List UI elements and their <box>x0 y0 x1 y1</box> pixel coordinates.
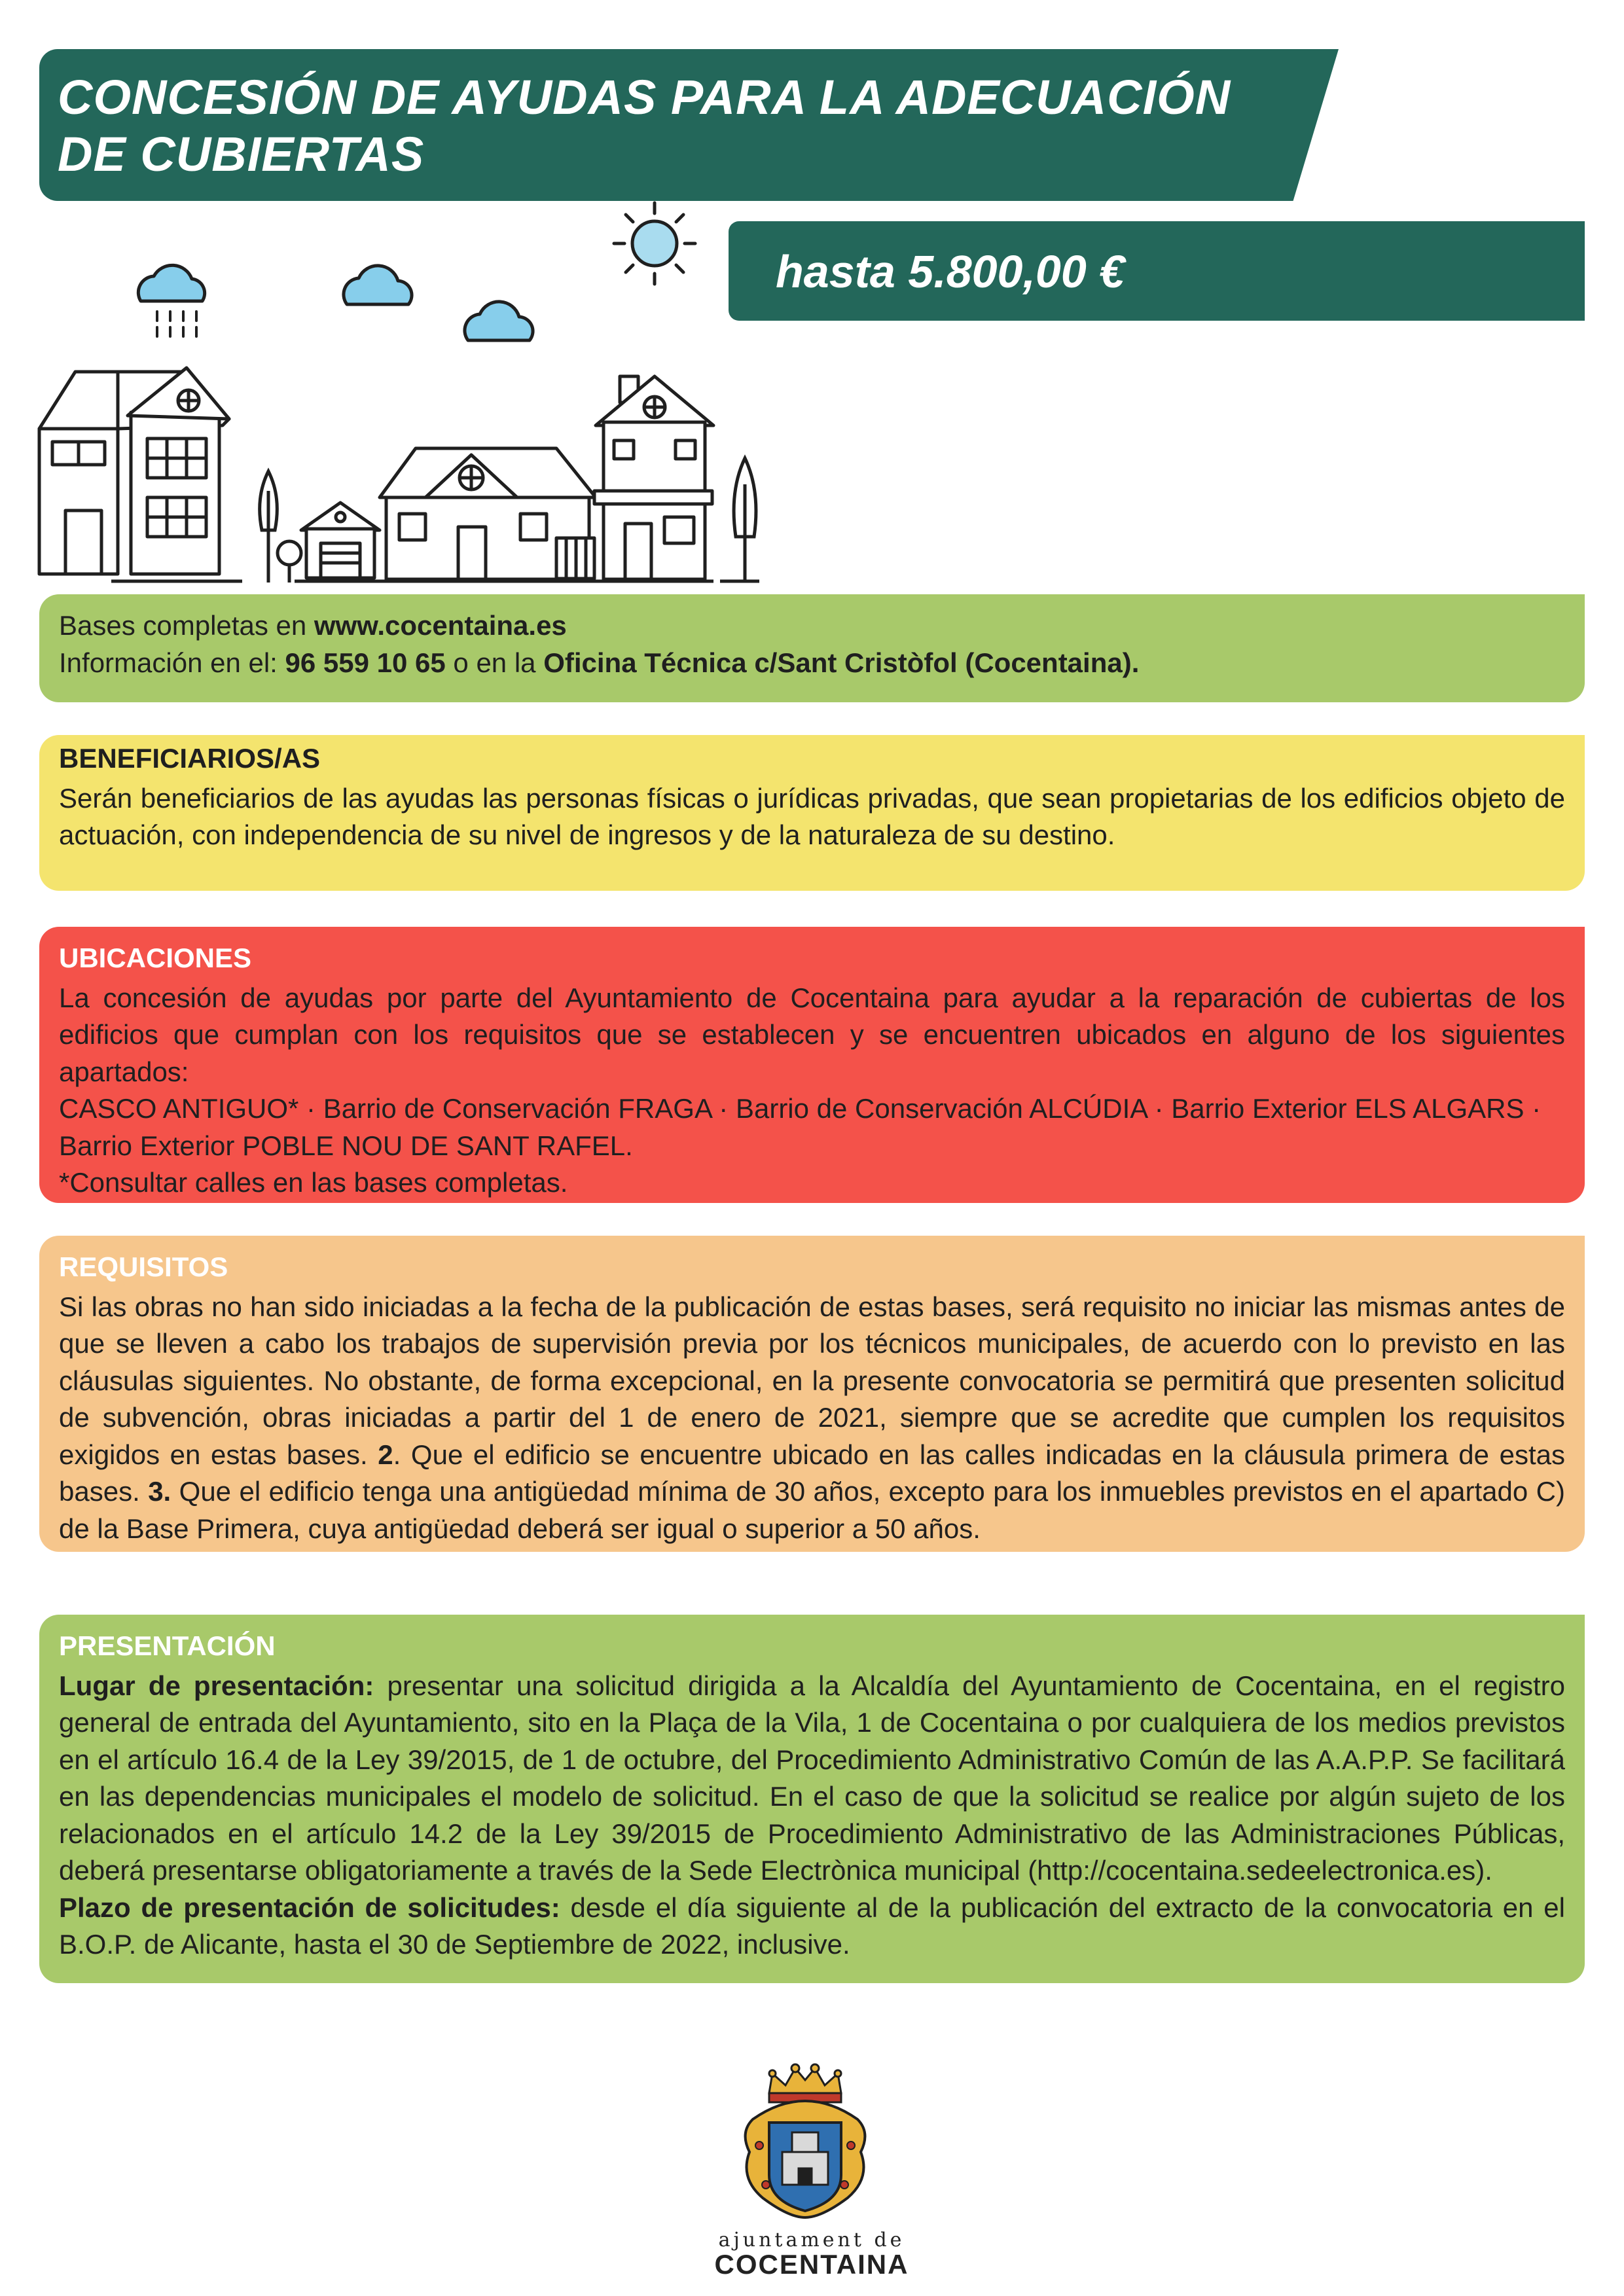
office-address: Oficina Técnica c/Sant Cristòfol (Cocentaina). <box>543 647 1140 678</box>
logo-text-main: COCENTAINA <box>714 2249 909 2280</box>
requisitos-panel <box>39 1236 1585 1552</box>
lugar-text <box>59 1668 1565 1890</box>
houses-illustration <box>33 196 785 592</box>
page-title <box>58 69 1301 183</box>
website-link[interactable]: www.cocentaina.es <box>314 610 567 641</box>
requisitos-text <box>59 1289 1565 1548</box>
requisito-2: . Que el edificio se encuentre ubicado en las calles indicadas en la cláusula primera de estas bases. <box>59 1439 1565 1507</box>
info-line <box>59 645 1565 682</box>
bases-line <box>59 607 1565 645</box>
lugar-label: Lugar de presentación: <box>59 1670 374 1701</box>
logo-text-small: ajuntament de <box>718 2229 905 2251</box>
ubicaciones-panel <box>39 927 1585 1203</box>
presentacion-panel <box>39 1615 1585 1983</box>
requisito-2-number: 2 <box>378 1439 393 1470</box>
contact-panel <box>39 594 1585 702</box>
plazo-label: Plazo de presentación de solicitudes: <box>59 1892 560 1923</box>
garage-icon <box>301 503 380 578</box>
cloud-icon <box>344 266 412 304</box>
presentacion-heading: PRESENTACIÓN <box>59 1630 276 1661</box>
cloud-icon <box>465 302 533 340</box>
beneficiarios-panel <box>39 735 1585 891</box>
requisito-3-number: 3. <box>148 1476 171 1507</box>
house-icon <box>380 448 596 579</box>
ubicaciones-note: *Consultar calles en las bases completas. <box>59 1167 568 1198</box>
ubicaciones-text: La concesión de ayudas por parte del Ayuntamiento de Cocentaina para ayudar a la reparación de cubiertas de los edificios que cumplan con los requisitos que se establecen y se encuentren ubicados en alguno de los siguientes apartados: <box>59 982 1565 1087</box>
tree-icon <box>734 458 756 583</box>
house-icon <box>39 368 229 574</box>
amount-label: hasta 5.800,00 € <box>776 246 1125 297</box>
ubicaciones-zones: CASCO ANTIGUO* · Barrio de Conservación FRAGA · Barrio de Conservación ALCÚDIA · Barrio Exterior ELS ALGARS · <box>59 1093 1542 1124</box>
rain-cloud-icon <box>138 265 204 336</box>
title-line-2: DE CUBIERTAS <box>58 127 425 181</box>
ubicaciones-zones-2: Barrio Exterior POBLE NOU DE SANT RAFEL. <box>59 1130 633 1161</box>
info-middle: o en la <box>445 647 544 678</box>
plazo-body: desde el día siguiente al de la publicación del extracto de la convocatoria en el B.O.P. de Alicante, hasta el 30 de Septiembre de 2022, inclusive. <box>59 1892 1565 1960</box>
beneficiarios-text: Serán beneficiarios de las ayudas las personas físicas o jurídicas privadas, que sean propietarias de los edificios objeto de actuación, con independencia de su nivel de ingresos y de la naturaleza de su destino. <box>59 782 1565 850</box>
info-prefix: Información en el: <box>59 647 285 678</box>
beneficiarios-heading: BENEFICIARIOS/AS <box>59 743 321 774</box>
requisito-1: Si las obras no han sido iniciadas a la fecha de la publicación de estas bases, será requisito no iniciar las mismas antes de que se lleven a cabo los trabajos de supervisión previa por los técnicos municipales, de acuerdo con lo previsto en las cláusulas siguientes. No obstante, de forma excepcional, en la presente convocatoria se permitirá que presenten solicitud de subvención, obras iniciadas a partir del 1 de enero de 2021, siempre que se acredite que cumplen los requisitos exigidos en estas bases. <box>59 1291 1565 1470</box>
ubicaciones-heading: UBICACIONES <box>59 942 252 973</box>
requisitos-heading: REQUISITOS <box>59 1251 228 1282</box>
plazo-text <box>59 1890 1565 1964</box>
sun-icon <box>614 203 695 284</box>
phone-number[interactable]: 96 559 10 65 <box>285 647 446 678</box>
cocentaina-coat-of-arms-icon <box>733 2060 877 2221</box>
tree-icon <box>260 471 301 583</box>
house-icon <box>594 376 713 579</box>
lugar-body: presentar una solicitud dirigida a la Alcaldía del Ayuntamiento de Cocentaina, en el registro general de entrada del Ayuntamiento, sito en la Plaça de la Vila, 1 de Cocentaina o por cualquiera de los medios previstos en el artículo 16.4 de la Ley 39/2015, de 1 de octubre, del Procedimiento Administrativo Común de las A.A.P.P. Se facilitará en las dependencias municipales el modelo de solicitud. En el caso de que la solicitud se realice por algún sujeto de los relacionados en el artículo 14.2 de la Ley 39/2015 de Procedimiento Administrativo de las Administraciones Públicas, deberá presentarse obligatoriamente a través de la Sede Electrònica municipal (http://cocentaina.sedeelectronica.es). <box>59 1670 1566 1886</box>
title-line-1: CONCESIÓN DE AYUDAS PARA LA ADECUACIÓN <box>58 70 1231 124</box>
requisito-3: Que el edificio tenga una antigüedad mínima de 30 años, excepto para los inmuebles previstos en el apartado C) de la Base Primera, cuya antigüedad deberá ser igual o superior a 50 años. <box>59 1476 1565 1544</box>
bases-prefix: Bases completas en <box>59 610 314 641</box>
